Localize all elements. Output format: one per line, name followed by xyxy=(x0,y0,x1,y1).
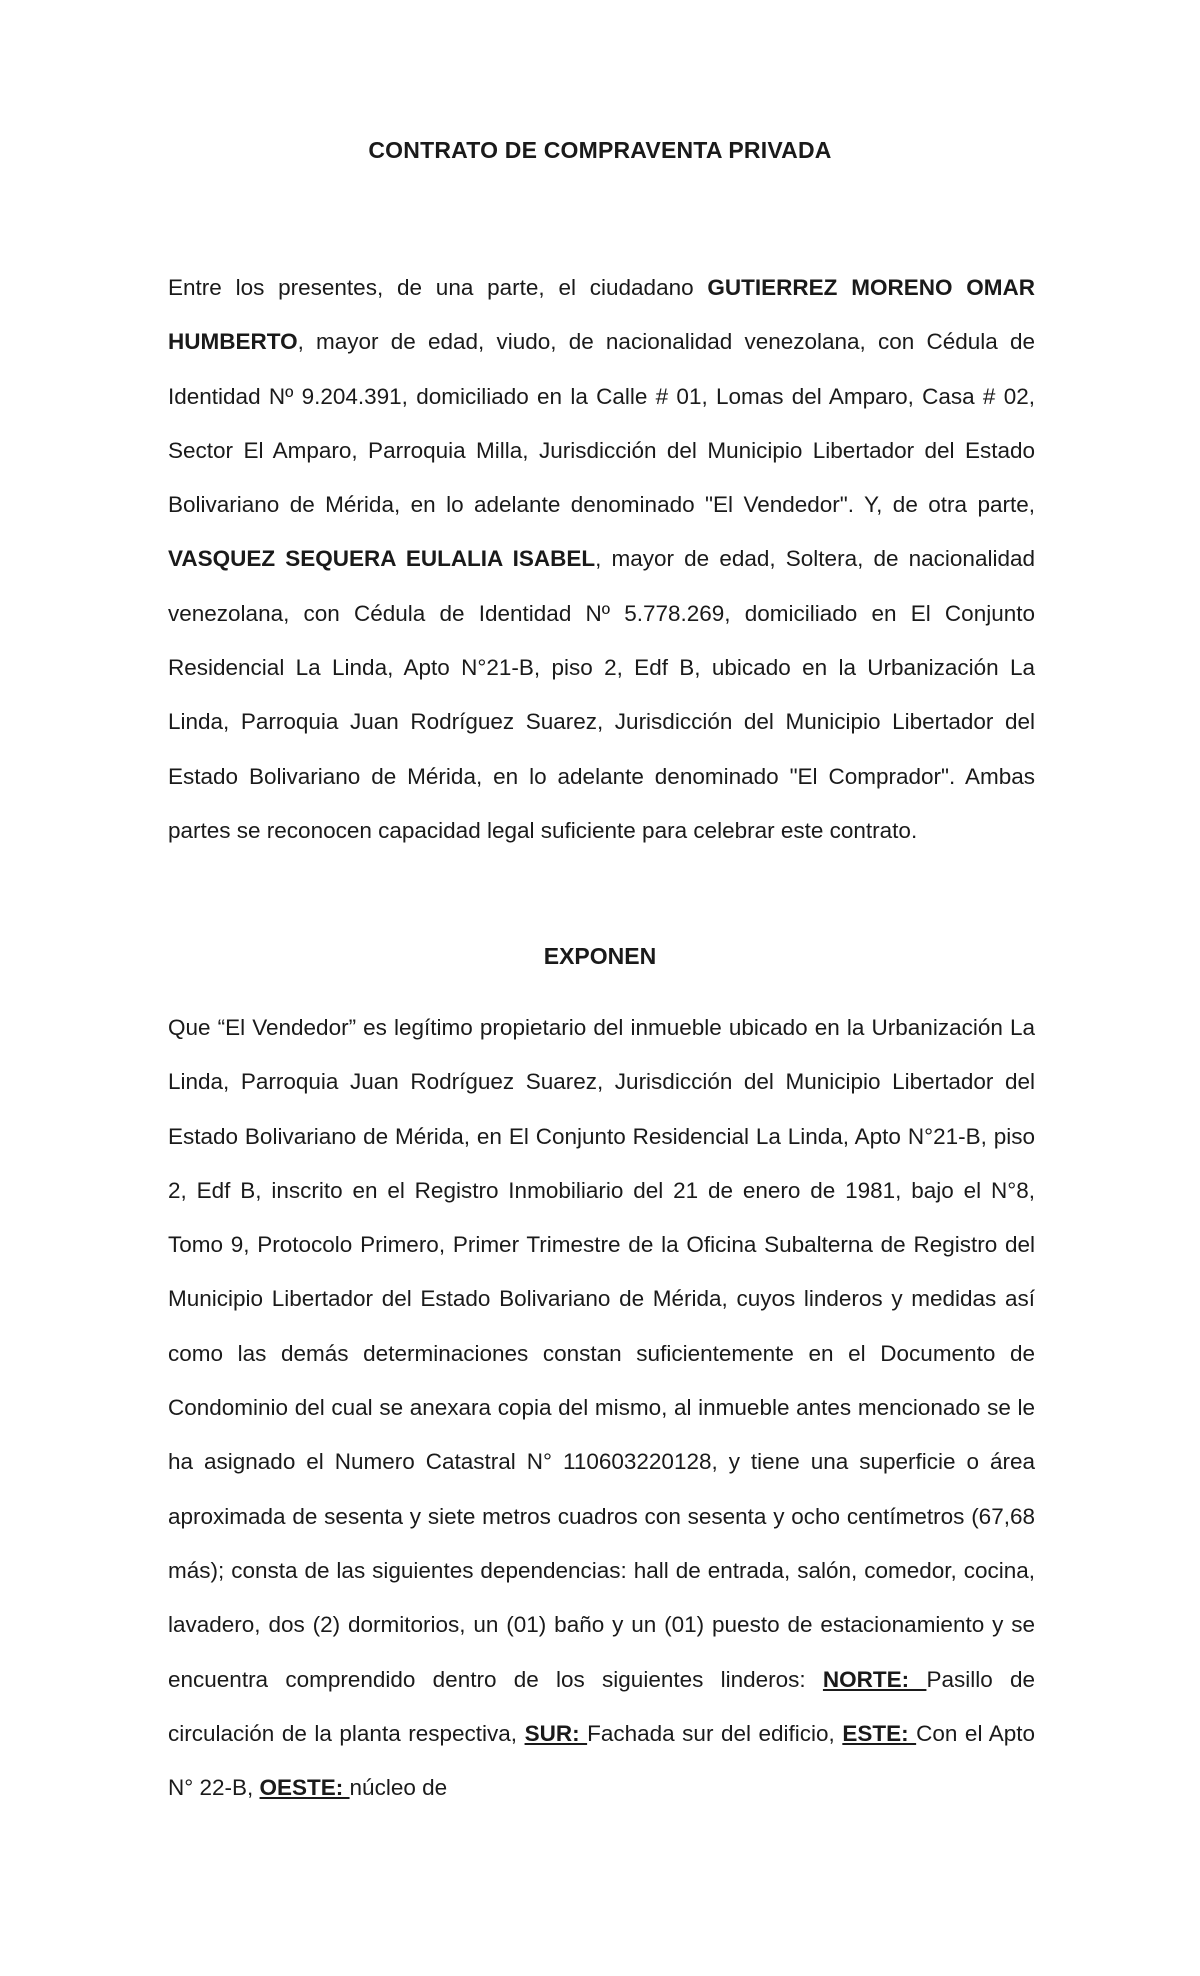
sur-text: Fachada sur del edificio, xyxy=(587,1720,843,1746)
norte-text: Pasillo de circulación de la planta respectiva, xyxy=(168,1666,1036,1746)
oeste-text: núcleo de xyxy=(349,1775,448,1801)
section-heading-exponen: EXPONEN xyxy=(543,943,657,969)
norte-label: NORTE: xyxy=(822,1666,927,1692)
exponen-text: Que “El Vendedor” es legítimo propietario del inmueble ubicado en la Urbanización La Linda, Parroquia Juan Rodríguez Suarez, Jurisdicción del Municipio Libertador del Estado Bolivariano de Mérida, en El Conjunto Residencial La Linda, Apto N°21-B, piso 2, Edf B, inscrito en el Registro Inmobiliario del 21 de enero de 1981, bajo el N°8, Tomo 9, Protocolo Primero, Primer Trimestre de la Oficina Subalterna de Registro del Municipio Libertador del Estado Bolivariano de Mérida, cuyos linderos y medidas así como las demás determinaciones constan suficientemente en el Documento de Condominio del cual se anexara copia del mismo, al inmueble antes mencionado se le ha asignado el Numero Catastral N° 110603220128, y tiene una superficie o área aproximada de sesenta y siete metros cuadros con sesenta y ocho centímetros (67,68 más); consta de las siguientes dependencias: hall de entrada, salón, comedor, cocina, lavadero, dos (2) dormitorios, un (01) baño y un (01) puesto de estacionamiento y se encuentra comprendido dentro de los siguientes linderos: xyxy=(168,1015,1035,1692)
oeste-label: OESTE: xyxy=(259,1775,350,1801)
seller-name: GUTIERREZ MORENO OMAR HUMBERTO xyxy=(168,275,1036,355)
document-title: CONTRATO DE COMPRAVENTA PRIVADA xyxy=(368,137,832,163)
intro-text-3: , mayor de edad, Soltera, de nacionalidad venezolana, con Cédula de Identidad Nº 5.778.269, domiciliado en El Conjunto Residencial La Linda, Apto N°21-B, piso 2, Edf B, ubicado en la Urbanización La Linda, Parroquia Juan Rodríguez Suarez, Jurisdicción del Municipio Libertador del Estado Bolivariano de Mérida, en lo adelante denominado "El Comprador". Ambas partes se reconocen capacidad legal suficiente para celebrar este contrato. xyxy=(168,546,1035,843)
exponen-paragraph xyxy=(168,1001,1035,1815)
buyer-name: VASQUEZ SEQUERA EULALIA ISABEL xyxy=(168,546,596,572)
este-label: ESTE: xyxy=(842,1720,917,1746)
intro-text-2: , mayor de edad, viudo, de nacionalidad venezolana, con Cédula de Identidad Nº 9.204.391, domiciliado en la Calle # 01, Lomas del Amparo, Casa # 02, Sector El Amparo, Parroquia Milla, Jurisdicción del Municipio Libertador del Estado Bolivariano de Mérida, en lo adelante denominado "El Vendedor". Y, de otra parte, xyxy=(168,329,1035,518)
sur-label: SUR: xyxy=(524,1720,588,1746)
intro-text-1: Entre los presentes, de una parte, el ciudadano xyxy=(168,275,708,300)
intro-paragraph xyxy=(168,261,1035,858)
este-text: Con el Apto N° 22-B, xyxy=(168,1720,1036,1801)
